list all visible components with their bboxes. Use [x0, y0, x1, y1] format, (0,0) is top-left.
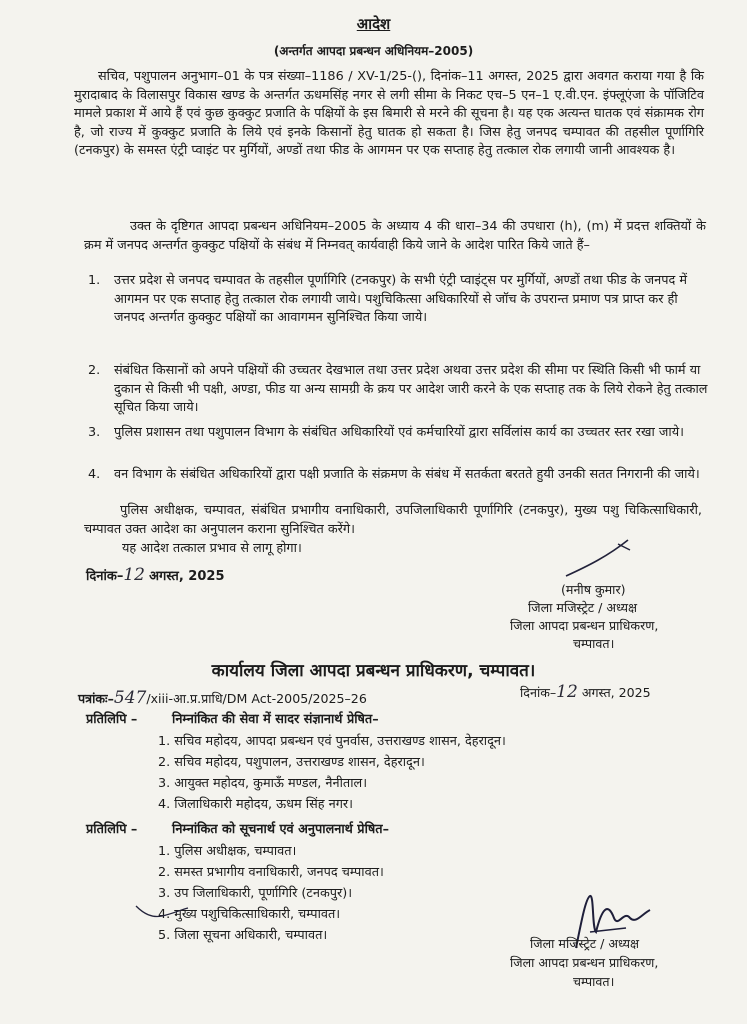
reference-number-handwritten: 547 — [113, 688, 147, 708]
order-item-number: 4. — [88, 467, 101, 482]
date-day-handwritten: 12 — [123, 565, 145, 585]
date-label: दिनांक– — [86, 569, 124, 584]
order-item-text: संबंधित किसानों को अपने पक्षियों की उच्चतर देखभाल तथा उत्तर प्रदेश अथवा उत्तर प्रदेश की सीमा पर स्थिति किसी भी फार्म या दुकान से किसी भी पक्षी, अण्डा, फीड या अन्य सामग्री के क्रय पर आदेश जारी करने के एक सप्ताह तक के लिये रोकने हेतु तत्काल सूचित किया जाये। — [114, 363, 708, 416]
order-item-number: 3. — [88, 425, 101, 440]
signature-mark-1 — [548, 536, 638, 582]
reference-code: /xiii-आ.प्र.प्राधि/DM Act-2005/2025–26 — [146, 691, 367, 706]
copy2-item: 1. पुलिस अधीक्षक, चम्पावत। — [158, 844, 297, 859]
copy1-item: 3. आयुक्त महोदय, कुमाऊँ मण्डल, नैनीताल। — [158, 776, 368, 791]
order-paragraph-4: यह आदेश तत्काल प्रभाव से लागू होगा। — [122, 541, 302, 556]
copy1-item: 2. सचिव महोदय, पशुपालन, उत्तराखण्ड शासन, देहरादून। — [158, 755, 425, 770]
signatory-authority: जिला आपदा प्रबन्धन प्राधिकरण, — [510, 618, 659, 633]
reference-label: पत्रांकः– — [78, 691, 114, 706]
order-item-4 — [88, 466, 708, 485]
copy1-item: 4. जिलाधिकारी महोदय, ऊधम सिंह नगर। — [158, 797, 353, 812]
date-month-year: अगस्त, 2025 — [581, 685, 651, 700]
letter-date — [520, 684, 651, 701]
date-day-handwritten: 12 — [556, 682, 578, 702]
copy-label-2: प्रतिलिपि – — [86, 822, 138, 837]
order-item-3 — [88, 424, 708, 443]
signatory-name: (मनीष कुमार) — [561, 582, 626, 597]
order-paragraph-3: पुलिस अधीक्षक, चम्पावत, संबंधित प्रभागीय वनाधिकारी, उपजिलाधिकारी पूर्णागिरि (टनकपुर), मुख्य पशु चिकित्साधिकारी, चम्पावत उक्त आदेश का अनुपालन कराना सुनिश्चित करेंगे। — [84, 503, 702, 537]
order-item-number: 1. — [88, 273, 101, 288]
order-item-1 — [88, 272, 708, 328]
copy2-item: 4. मुख्य पशुचिकित्साधिकारी, चम्पावत। — [158, 907, 341, 922]
signatory-title: जिला मजिस्ट्रेट / अध्यक्ष — [528, 600, 638, 615]
letter-reference — [78, 690, 367, 707]
order-item-text: पुलिस प्रशासन तथा पशुपालन विभाग के संबंधित अधिकारियों एवं कर्मचारियों द्वारा सर्विलांस कार्य का उच्चतर स्तर रखा जाये। — [114, 425, 684, 440]
office-name: कार्यालय जिला आपदा प्रबन्धन प्राधिकरण, चम्पावत। — [211, 661, 536, 681]
footer-signatory-authority: जिला आपदा प्रबन्धन प्राधिकरण, — [510, 955, 659, 970]
order-item-text: वन विभाग के संबंधित अधिकारियों द्वारा पक्षी प्रजाति के संक्रमण के संबंध में सतर्कता बरतते हुयी उनकी सतत निगरानी की जाये। — [114, 467, 700, 482]
order-item-2 — [88, 362, 708, 418]
copy2-item: 2. समस्त प्रभागीय वनाधिकारी, जनपद चम्पावत। — [158, 865, 384, 880]
copy2-item: 3. उप जिलाधिकारी, पूर्णागिरि (टनकपुर)। — [158, 886, 353, 901]
order-paragraph-1: सचिव, पशुपालन अनुभाग–01 के पत्र संख्या–1186 / XV-1/25-(), दिनांक–11 अगस्त, 2025 द्वारा अवगत कराया गया है कि मुरादाबाद के विलासपुर विकास खण्ड के अन्तर्गत ऊधमसिंह नगर से लगी सीमा के निकट एच–5 एन–1 ए.वी.एन. इंफ्लूएंजा के पॉजिटिव मामले प्रकाश में आये हैं एवं कुछ कुक्कुट प्रजाति के पक्षियों के इस बिमारी से मरने की सूचना है। यह एक अत्यन्त घातक एवं संक्रामक रोग है, जो राज्य में कुक्कुट प्रजाति के लिये एवं इनके किसानों हेतु घातक हो सकता है। जिस हेतु जनपद चम्पावत की तहसील पूर्णागिरि (टनकपुर) के समस्त एंट्री प्वाइंट पर मुर्गियों, अण्डों तथा फीड के आगमन पर एक सप्ताह हेतु तत्काल रोक लगायी जानी आवश्यक है। — [74, 69, 704, 159]
copy1-item: 1. सचिव महोदय, आपदा प्रबन्धन एवं पुनर्वास, उत्तराखण्ड शासन, देहरादून। — [158, 734, 506, 749]
order-item-number: 2. — [88, 363, 101, 378]
copy-heading-2: निम्नांकित को सूचनार्थ एवं अनुपालनार्थ प्रेषित– — [172, 822, 389, 837]
copy2-item: 5. जिला सूचना अधिकारी, चम्पावत। — [158, 928, 328, 943]
date-label: दिनांक– — [520, 685, 557, 700]
order-paragraph-2: उक्त के दृष्टिगत आपदा प्रबन्धन अधिनियम–2005 के अध्याय 4 की धारा–34 की उपधारा (h), (m) में प्रदत्त शक्तियों के क्रम में जनपद अन्तर्गत कुक्कुट पक्षियों के संबंध में निम्नवत् कार्यवाही किये जाने के आदेश पारित किये जाते हैं– — [84, 219, 706, 253]
copy-label-1: प्रतिलिपि – — [86, 712, 138, 727]
order-item-text: उत्तर प्रदेश से जनपद चम्पावत के तहसील पूर्णागिरि (टनकपुर) के सभी एंट्री प्वाइंट्स पर मुर्गियों, अण्डों तथा फीड के जनपद में आगमन पर एक सप्ताह हेतु तत्काल रोक लगायी जाये। पशुचिकित्सा अधिकारियों से जॉच के उपरान्त प्रमाण पत्र प्राप्त कर ही जनपद अन्तर्गत कुक्कुट पक्षियों का आवागमन सुनिश्चित किया जाये। — [114, 273, 688, 326]
footer-signatory-title: जिला मजिस्ट्रेट / अध्यक्ष — [530, 936, 640, 951]
copy-heading-1: निम्नांकित की सेवा में सादर संज्ञानार्थ प्रेषित– — [172, 712, 379, 727]
signatory-place: चम्पावत। — [573, 636, 615, 651]
order-heading: आदेश — [356, 15, 391, 33]
date-month-year: अगस्त, 2025 — [149, 569, 225, 584]
footer-signatory-place: चम्पावत। — [573, 974, 615, 989]
tick-mark — [132, 900, 192, 922]
order-subtitle: (अन्तर्गत आपदा प्रबन्धन अधिनियम–2005) — [273, 44, 474, 58]
order-date — [86, 567, 225, 585]
